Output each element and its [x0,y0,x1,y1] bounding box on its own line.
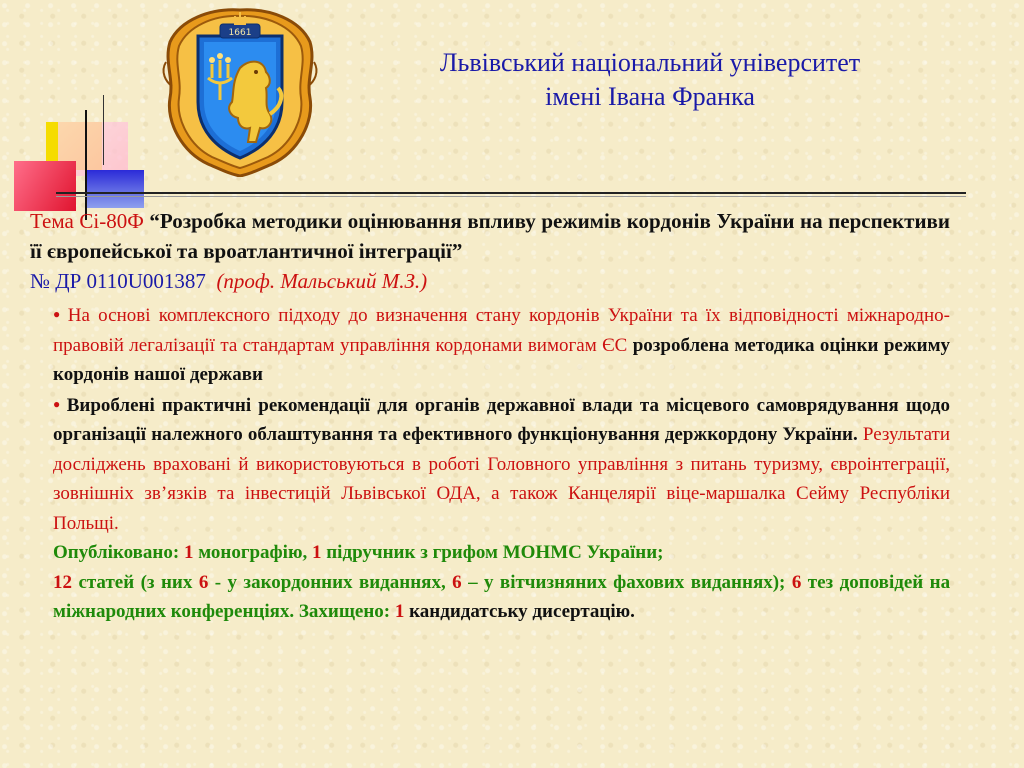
published-text-2: підручник з грифом МОНМС України; [326,542,664,563]
published-count-7: 1 [394,601,405,622]
published-count-5: 6 [452,571,462,593]
topic-title: “Розробка методики оцінювання впливу режимів кордонів України на перспективи її європейської та вроатлантичної інтеграції” [30,209,950,263]
supervisor: (проф. Мальський М.З.) [216,269,428,293]
published-count-3: 12 [53,571,72,593]
bullet-2-text: Результати досліджень враховані й використовуються в роботі Головного управління з питань туризму, євроінтеграції, зовнішніх зв’язків та інвестицій Львівської ОДА, а також Канцелярії віце-маршалка Сейму Республіки Польщі. [53,424,950,534]
topic-label: Тема Сі-80Ф [30,209,144,233]
decor-horizontal-rule [56,192,966,194]
topic-block [30,206,950,296]
decor-vertical-line [85,110,87,220]
university-name-line2: імені Івана Франка [545,82,755,111]
published-text-3: статей (з них [78,571,193,593]
decor-vertical-line-thin [103,95,104,165]
published-text-1: монографію, [198,542,308,563]
bullet-2-emphasis: Вироблені практичні рекомендації для органів державної влади та місцевого самоврядування щодо організації належного облаштування та ефективного функціонування держкордону України. [53,394,950,445]
bullet-dot-icon: ● [53,396,63,411]
decor-blue-square [86,170,144,208]
published-count-4: 6 [198,571,209,593]
bullet-1-text: На основі комплексного підходу до визначення стану кордонів України та їх відповідності міжнародно-правовій легалізації та стандартам управління кордонами вимогам ЄС [53,305,950,356]
university-title [350,46,950,114]
decor-red-square [14,161,76,211]
published-count-6: 6 [791,571,802,593]
published-count-1: 1 [183,542,194,563]
published-text-7: кандидатську дисертацію. [409,601,635,622]
bullet-list [53,300,950,627]
crest-year-text: 1661 [228,28,252,38]
bullet-item-1 [53,300,950,390]
published-text-4: - у закордонних виданнях, [214,571,446,593]
bullet-1-emphasis: розроблена методика оцінки режиму кордонів нашої держави [53,334,951,385]
registration-number: № ДР 0110U001387 [30,269,206,293]
published-text-5: – у вітчизняних фахових виданнях); [468,571,786,593]
university-name-line1: Львівський національний університет [439,48,861,77]
published-text-6: тез доповідей на міжнародних конференціях. Захищено: [53,571,951,622]
published-label: Опубліковано: [53,542,180,563]
university-crest-icon [160,2,320,177]
decor-horizontal-rule-thin [56,196,966,197]
published-summary [53,538,950,627]
bullet-item-2 [53,390,950,539]
bullet-dot-icon: ● [53,307,64,321]
slide-content [30,206,950,627]
published-count-2: 1 [311,542,322,563]
